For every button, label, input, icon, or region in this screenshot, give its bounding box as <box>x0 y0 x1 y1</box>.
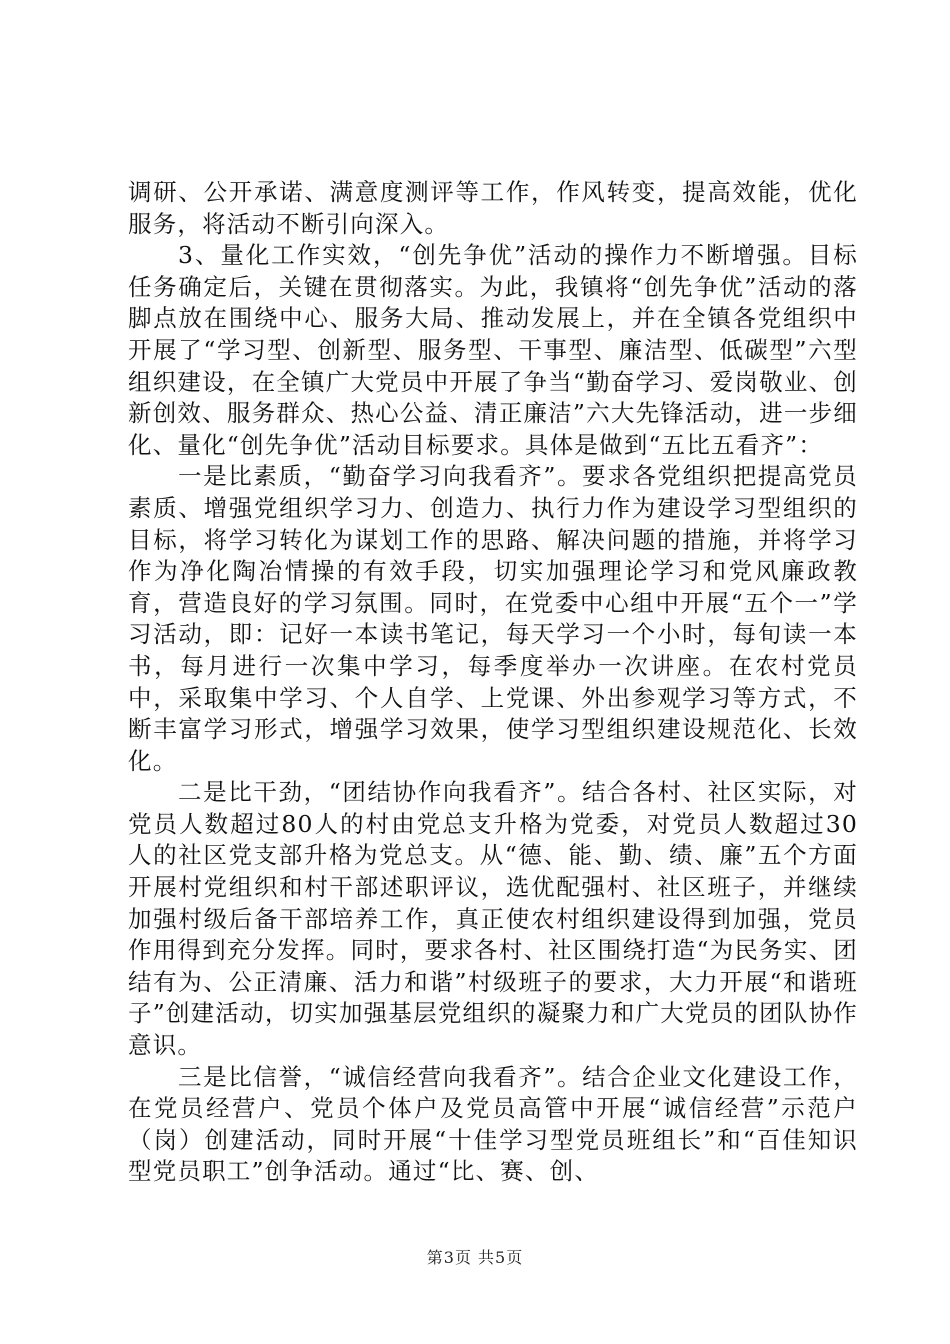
page-number-footer: 第3页 共5页 <box>426 1248 524 1267</box>
paragraph-2: 3、量化工作实效，“创先争优”活动的操作力不断增强。目标任务确定后，关键在贯彻落实。为此，我镇将“创先争优”活动的落脚点放在围绕中心、服务大局、推动发展上，并在全镇各党组织中开展了“学习型、创新型、服务型、干事型、廉洁型、低碳型”六型组织建设，在全镇广大党员中开展了争当“勤奋学习、爱岗敬业、创新创效、服务群众、热心公益、清正廉洁”六大先锋活动，进一步细化、量化“创先争优”活动目标要求。具体是做到“五比五看齐”： <box>128 241 858 459</box>
document-body <box>128 177 858 1188</box>
paragraph-5: 三是比信誉，“诚信经营向我看齐”。结合企业文化建设工作，在党员经营户、党员个体户及党员高管中开展“诚信经营”示范户（岗）创建活动，同时开展“十佳学习型党员班组长”和“百佳知识型党员职工”创争活动。通过“比、赛、创、 <box>128 1062 858 1186</box>
paragraph-1: 调研、公开承诺、满意度测评等工作，作风转变，提高效能，优化服务，将活动不断引向深入。 <box>128 178 858 238</box>
paragraph-3: 一是比素质，“勤奋学习向我看齐”。要求各党组织把提高党员素质、增强党组织学习力、创造力、执行力作为建设学习型组织的目标，将学习转化为谋划工作的思路、解决问题的措施，并将学习作为净化陶冶情操的有效手段，切实加强理论学习和党风廉政教育，营造良好的学习氛围。同时，在党委中心组中开展“五个一”学习活动，即：记好一本读书笔记，每天学习一个小时，每旬读一本书，每月进行一次集中学习，每季度举办一次讲座。在农村党员中，采取集中学习、个人自学、上党课、外出参观学习等方式，不断丰富学习形式，增强学习效果，使学习型组织建设规范化、长效化。 <box>128 462 858 775</box>
paragraph-4: 二是比干劲，“团结协作向我看齐”。结合各村、社区实际，对党员人数超过80人的村由党总支升格为党委，对党员人数超过30人的社区党支部升格为党总支。从“德、能、勤、绩、廉”五个方面开展村党组织和村干部述职评议，选优配强村、社区班子，并继续加强村级后备干部培养工作，真正使农村组织建设得到加强，党员作用得到充分发挥。同时，要求各村、社区围绕打造“为民务实、团结有为、公正清廉、活力和谐”村级班子的要求，大力开展“和谐班子”创建活动，切实加强基层党组织的凝聚力和广大党员的团队协作意识。 <box>128 778 858 1060</box>
